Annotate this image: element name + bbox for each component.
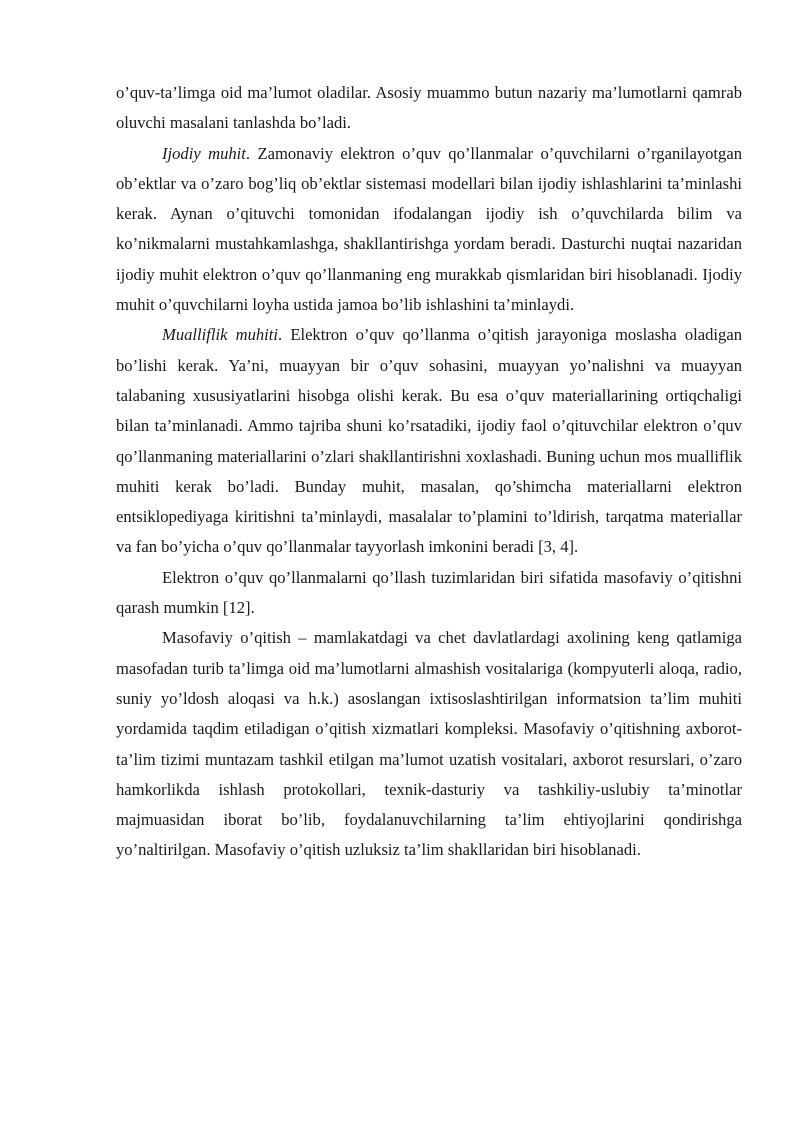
document-body bbox=[116, 78, 742, 866]
paragraph-text: Masofaviy o’qitish – mamlakatdagi va chet davlatlardagi axolining keng qatlamiga masofadan turib ta’limga oid ma’lumotlarni almashish vositalariga (kompyuterli aloqa, radio, suniy yo’ldosh aloqasi va h.k.) asoslangan ixtisoslashtirilgan informatsion ta’lim muhiti yordamida taqdim etiladigan o’qitish xizmatlari kompleksi. Masofaviy o’qitishning axborot-ta’lim tizimi muntazam tashkil etilgan ma’lumot uzatish vositalari, axborot resurslari, o’zaro hamkorlikda ishlash protokollari, texnik-dasturiy va tashkiliy-uslubiy ta’minotlar majmuasidan iborat bo’lib, foydalanuvchilarning ta’lim ehtiyojlarini qondirishga yo’naltirilgan. Masofaviy o’qitish uzluksiz ta’lim shakllaridan biri hisoblanadi. bbox=[116, 628, 742, 860]
paragraph-text: o’quv-ta’limga oid ma’lumot oladilar. Asosiy muammo butun nazariy ma’lumotlarni qamrab oluvchi masalani tanlashda bo’ladi. bbox=[116, 83, 742, 133]
term-mualliflik-muhiti: Mualliflik muhiti bbox=[162, 325, 279, 345]
paragraph-ijodiy-muhit bbox=[116, 139, 742, 321]
paragraph-mualliflik-muhiti bbox=[116, 320, 742, 562]
paragraph-text: . Elektron o’quv qo’llanma o’qitish jarayoniga moslasha oladigan bo’lishi kerak. Ya’ni, muayyan bir o’quv sohasini, muayyan yo’nalishni va muayyan talabaning xususiyatlarini hisobga olishi kerak. Bu esa o’quv materiallarining ortiqchaligi bilan ta’minlanadi. Ammo tajriba shuni ko’rsatadiki, ijodiy faol o’qituvchilar elektron o’quv qo’llanmaning materiallarini o’zlari shakllantirishni xoxlashadi. Buning uchun mos mualliflik muhiti kerak bo’ladi. Bunday muhit, masalan, qo’shimcha materiallarni elektron entsiklopediyaga kiritishni ta’minlaydi, masalalar to’plamini to’ldirish, tarqatma materiallar va fan bo’yicha o’quv qo’llanmalar tayyorlash imkonini beradi [3, 4]. bbox=[116, 325, 742, 557]
paragraph-masofaviy-definition bbox=[116, 623, 742, 865]
paragraph-masofaviy-intro bbox=[116, 563, 742, 624]
paragraph-intro-continuation bbox=[116, 78, 742, 139]
paragraph-text: Elektron o’quv qo’llanmalarni qo’llash tuzimlaridan biri sifatida masofaviy o’qitishni qarash mumkin [12]. bbox=[116, 567, 742, 618]
paragraph-text: . Zamonaviy elektron o’quv qo’llanmalar o’quvchilarni o’rganilayotgan ob’ektlar va o’zaro bog’liq ob’ektlar sistemasi modellari bilan ijodiy ishlashlarini ta’minlashi kerak. Aynan o’qituvchi tomonidan ifodalangan ijodiy ish o’quvchilarda bilim va ko’nikmalarni mustahkamlashga, shakllantirishga yordam beradi. Dasturchi nuqtai nazaridan ijodiy muhit elektron o’quv qo’llanmaning eng murakkab qismlaridan biri hisoblanadi. Ijodiy muhit o’quvchilarni loyha ustida jamoa bo’lib ishlashini ta’minlaydi. bbox=[116, 143, 742, 315]
term-ijodiy-muhit: Ijodiy muhit bbox=[162, 143, 246, 163]
